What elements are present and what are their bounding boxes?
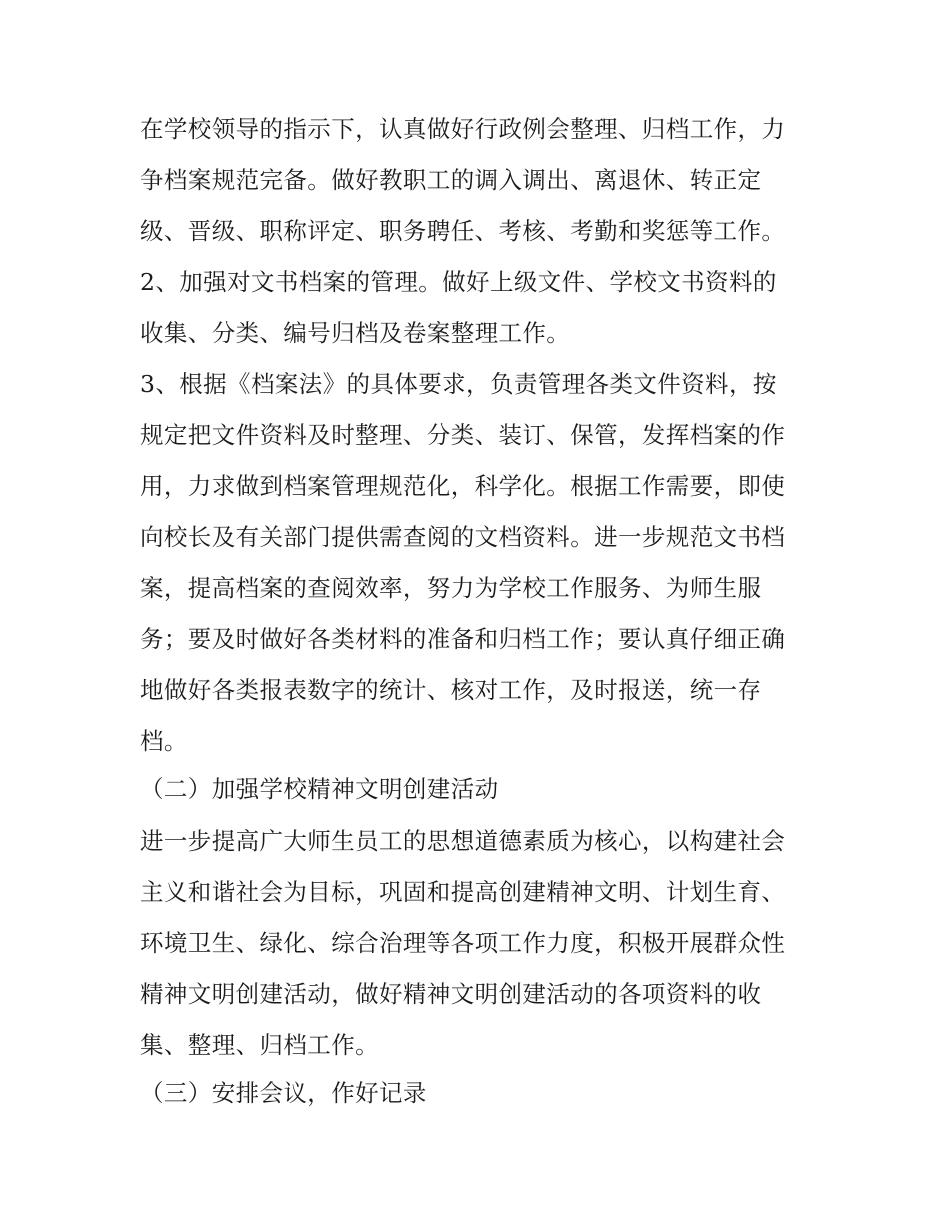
- text-line: 2、加强对文书档案的管理。做好上级文件、学校文书资料的: [140, 268, 777, 296]
- text-line: 向校长及有关部门提供需查阅的文档资料。进一步规范文书档: [140, 523, 786, 551]
- text-line: 主义和谐社会为目标，巩固和提高创建精神文明、计划生育、: [140, 878, 786, 906]
- section-heading: （三）安排会议，作好记录: [140, 1079, 427, 1107]
- text-line: 规定把文件资料及时整理、分类、装订、保管，发挥档案的作: [140, 421, 786, 449]
- text-line: 进一步提高广大师生员工的思想道德素质为核心，以构建社会: [140, 827, 786, 855]
- text-line: 收集、分类、编号归档及卷案整理工作。: [140, 319, 571, 347]
- section-heading: （二）加强学校精神文明创建活动: [140, 775, 499, 803]
- text-line: 案，提高档案的查阅效率，努力为学校工作服务、为师生服: [140, 574, 762, 602]
- text-line: 精神文明创建活动，做好精神文明创建活动的各项资料的收: [140, 980, 762, 1008]
- text-line: 务；要及时做好各类材料的准备和归档工作；要认真仔细正确: [140, 625, 786, 653]
- text-line: 档。: [140, 727, 188, 755]
- text-line: 用，力求做到档案管理规范化，科学化。根据工作需要，即使: [140, 472, 786, 500]
- text-line: 级、晋级、职称评定、职务聘任、考核、考勤和奖惩等工作。: [140, 217, 786, 245]
- text-line: 3、根据《档案法》的具体要求，负责管理各类文件资料，按: [140, 370, 777, 398]
- text-line: 集、整理、归档工作。: [140, 1031, 379, 1059]
- text-line: 环境卫生、绿化、综合治理等各项工作力度，积极开展群众性: [140, 929, 786, 957]
- text-line: 在学校领导的指示下，认真做好行政例会整理、归档工作，力: [140, 115, 786, 143]
- text-line: 争档案规范完备。做好教职工的调入调出、离退休、转正定: [140, 166, 762, 194]
- text-line: 地做好各类报表数字的统计、核对工作，及时报送，统一存: [140, 676, 762, 704]
